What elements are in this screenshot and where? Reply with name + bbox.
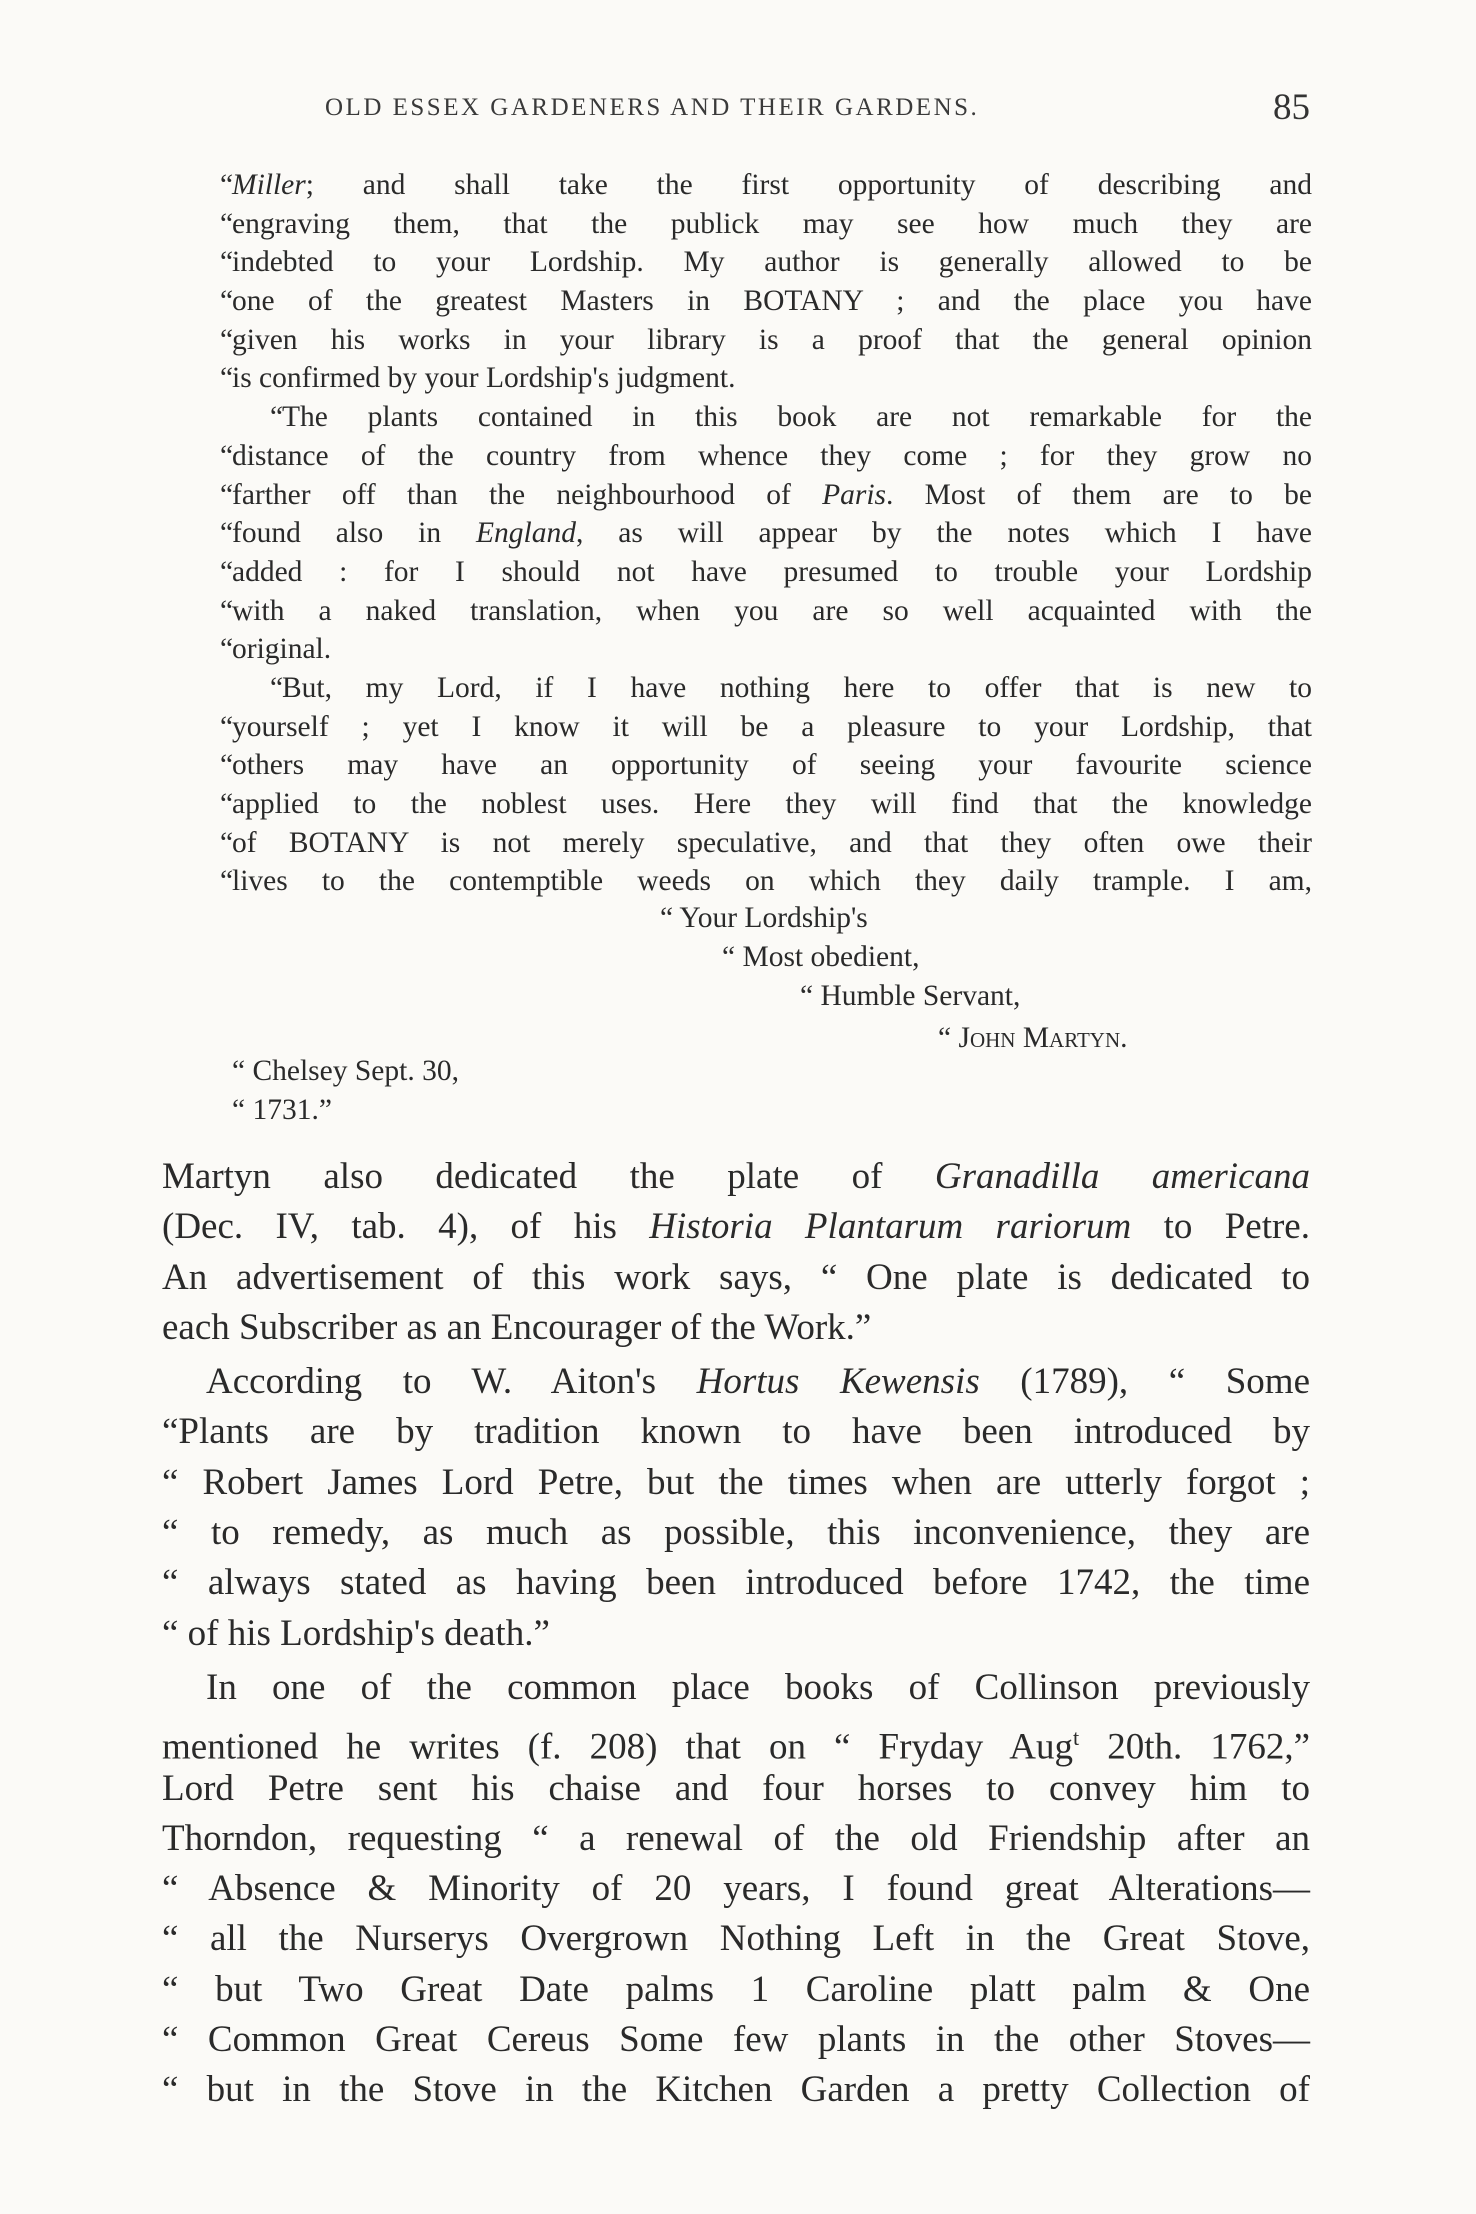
letter-line-text: with a naked translation, when you are so well acquainted with the [232,594,1312,627]
quote-mark: “ [220,517,234,550]
body-line [162,1609,1310,1659]
letter-line [220,321,1312,360]
body-line-text: “ Robert James Lord Petre, but the times when are utterly forgot ; [162,1461,1310,1503]
quote-mark: “ [220,246,234,279]
quoted-letter [220,166,1312,901]
body-line [162,1713,1310,1768]
quote-mark: “ [270,401,284,434]
letter-line [232,669,1312,708]
body-line-text: “ to remedy, as much as possible, this inconvenience, they are [162,1512,1310,1554]
signatory-name: John Martyn. [958,1022,1128,1054]
letter-line-text: distance of the country from whence they come ; for they grow no [232,439,1312,472]
body-line-text: Thorndon, requesting “ a renewal of the old Friendship after an [162,1817,1310,1859]
body-line-text: Martyn also dedicated the plate of Granadilla americana [162,1156,1311,1197]
body-line [162,1303,1310,1353]
body-line-text: “ all the Nurserys Overgrown Nothing Left in the Great Stove, [162,1918,1310,1960]
letter-line-text: The plants contained in this book are not remarkable for the [282,401,1312,434]
body-line-text: “ but Two Great Date palms 1 Caroline platt palm & One [162,1968,1310,2010]
body-line-text: “ always stated as having been introduced before 1742, the time [162,1562,1310,1604]
letter-line [220,243,1312,282]
letter-line [220,862,1312,901]
quote-mark: “ [220,555,234,588]
quote-mark: “ [220,362,234,395]
body-line [162,1558,1310,1608]
quote-mark: “ [220,826,234,859]
body-line [162,1202,1310,1252]
letter-line-text: lives to the contemptible weeds on which they daily trample. I am, [232,865,1312,898]
body-line-text: An advertisement of this work says, “ One plate is dedicated to [162,1256,1310,1298]
letter-line-text: given his works in your library is a proof that the general opinion [232,323,1312,356]
body-line [162,1764,1310,1814]
quote-mark: “ [220,285,234,318]
letter-line-text: added : for I should not have presumed to trouble your Lordship [232,555,1312,588]
signature-line-2: “ Most obedient, [722,941,920,973]
running-title: OLD ESSEX GARDENERS AND THEIR GARDENS. [325,94,980,121]
quote-mark: “ [220,633,234,666]
letter-line [220,166,1312,205]
signature-line-3: “ Humble Servant, [800,980,1021,1012]
letter-line [232,398,1312,437]
body-line-text: According to W. Aiton's Hortus Kewensis (1789), “ Some [206,1361,1310,1403]
body-line [162,1458,1310,1508]
letter-line-text: Miller; and shall take the first opportunity of describing and [232,169,1312,201]
quote-mark: “ [220,788,234,820]
letter-line [220,514,1312,553]
letter-line-text: applied to the noblest uses. Here they will find that the knowledge [232,788,1312,820]
letter-line [220,824,1312,863]
letter-line [220,282,1312,321]
body-line-text: mentioned he writes (f. 208) that on “ Fryday Aug$^t$ 20th. 1762,” [162,1725,1310,1768]
body-line [162,1814,1310,1864]
letter-line [220,359,1312,398]
letter-line-text: one of the greatest Masters in BOTANY ; and the place you have [232,285,1312,318]
letter-line-text: others may have an opportunity of seeing your favourite science [232,749,1312,782]
letter-line [220,630,1312,669]
quote-mark: “ [220,749,234,782]
letter-line-text: is confirmed by your Lordship's judgment. [232,362,736,395]
body-line-text: Lord Petre sent his chaise and four horses to convey him to [162,1767,1310,1809]
body-line-text: In one of the common place books of Collinson previously [206,1666,1310,1708]
quote-mark: “ [220,865,234,898]
quote-mark: “ [220,207,234,240]
page-number: 85 [1273,87,1310,128]
quote-mark: “ [220,169,234,201]
quote-mark: “ [220,710,234,743]
body-line-text: “Plants are by tradition known to have been introduced by [162,1411,1310,1453]
letter-line-text: found also in England, as will appear by the notes which I have [232,517,1312,550]
quote-mark: “ [220,439,234,472]
body-line [162,1864,1310,1914]
body-line-text: (Dec. IV, tab. 4), of his Historia Plantarum rariorum to Petre. [162,1206,1310,1248]
body-line-text: “ of his Lordship's death.” [162,1612,550,1654]
signature-line-1: “ Your Lordship's [660,902,868,934]
letter-line [220,437,1312,476]
dateline-year: “ 1731.” [232,1094,332,1126]
body-line [162,1357,1310,1407]
body-line [162,2065,1310,2115]
letter-line-text: yourself ; yet I know it will be a pleasure to your Lordship, that [232,710,1312,743]
letter-line-text: farther off than the neighbourhood of Paris. Most of them are to be [232,478,1312,511]
body-line [162,2015,1310,2065]
letter-line-text: original. [232,633,332,666]
signature-line-4: “ John Martyn. [938,1022,1128,1054]
body-line-text: “ Common Great Cereus Some few plants in the other Stoves— [162,2019,1310,2061]
letter-line [220,746,1312,785]
body-line [162,1914,1310,1964]
body-line [162,1152,1310,1202]
dateline-place: “ Chelsey Sept. 30, [232,1055,459,1087]
letter-line-text: engraving them, that the publick may see how much they are [232,207,1312,240]
page-header [160,86,1310,136]
letter-line [220,785,1312,824]
body-line [162,1508,1310,1558]
letter-line-text: indebted to your Lordship. My author is generally allowed to be [232,246,1312,279]
letter-line-text: But, my Lord, if I have nothing here to offer that is new to [282,671,1312,704]
body-line [162,1407,1310,1457]
letter-line [220,205,1312,244]
quote-mark: “ [220,478,234,511]
body-line [162,1663,1310,1713]
letter-line [220,553,1312,592]
quote-mark: “ [220,323,234,356]
body-line-text: “ Absence & Minority of 20 years, I found great Alterations— [162,1868,1310,1910]
body-line [162,1965,1310,2015]
letter-line [220,708,1312,747]
body-text [162,1152,1310,2116]
quote-mark: “ [270,671,284,704]
letter-line-text: of BOTANY is not merely speculative, and that they often owe their [232,826,1312,859]
quote-mark: “ [220,594,234,627]
letter-line [220,592,1312,631]
body-line [162,1253,1310,1303]
body-line-text: “ but in the Stove in the Kitchen Garden a pretty Collection of [162,2069,1310,2111]
body-line-text: each Subscriber as an Encourager of the Work.” [162,1306,872,1348]
letter-line [220,476,1312,515]
